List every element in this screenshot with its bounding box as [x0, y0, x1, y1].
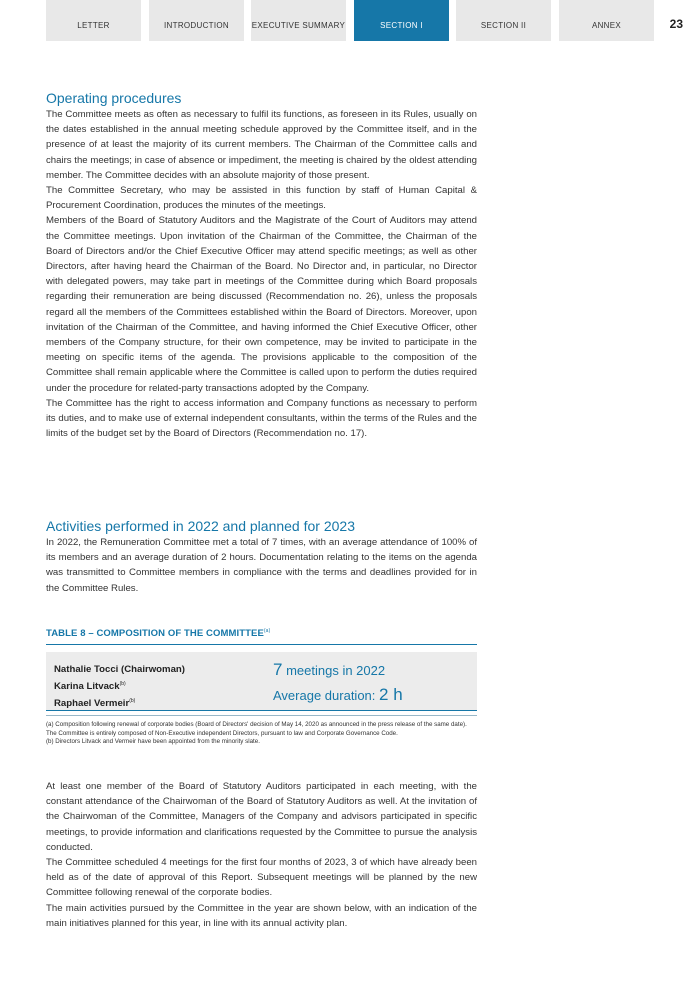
closing-paragraph-2: The Committee scheduled 4 meetings for the first four months of 2023, 3 of which have already been held as of the date of approval of this Report. Subsequent meetings will be planned by the new Committee following renewal of the corporate bodies. [46, 857, 477, 899]
tab-introduction[interactable]: INTRODUCTION [149, 0, 244, 41]
footnote-b: (b) Directors Litvack and Vermeir have been appointed from the minority slate. [46, 738, 260, 746]
member-list [54, 660, 185, 712]
operating-paragraph-1: The Committee meets as often as necessary to fulfil its functions, as foreseen in its Rules, usually on the dates established in the annual meeting schedule approved by the Committee itself, and in the presence of at least the majority of its current members. The Chairman of the Committee calls and chairs the meetings; in case of absence or impediment, the meeting is chaired by the oldest attending member. The Committee decides with an absolute majority of those present. [46, 109, 477, 181]
operating-procedures-heading: Operating procedures [46, 90, 182, 106]
committee-stats [273, 658, 403, 708]
committee-composition-table [46, 652, 477, 711]
tab-section-ii[interactable]: SECTION II [456, 0, 551, 41]
tab-section-i[interactable]: SECTION I [354, 0, 449, 41]
operating-paragraph-4: The Committee has the right to access information and Company functions as necessary to perform its duties, and to make use of external independent consultants, within the terms of the Rules and the limits of the budget set by the Board of Directors (Recommendation no. 17). [46, 397, 477, 440]
duration-stat: Average duration: 2 h [273, 685, 403, 704]
meetings-stat: 7 meetings in 2022 [273, 660, 386, 679]
activities-heading: Activities performed in 2022 and planned for 2023 [46, 518, 355, 534]
table-title-note: (a) [263, 628, 271, 634]
tab-executive-summary[interactable]: EXECUTIVE SUMMARY [251, 0, 346, 41]
member-name: Nathalie Tocci (Chairwoman) [54, 664, 185, 676]
closing-paragraph-1: At least one member of the Board of Statutory Auditors participated in each meeting, with the constant attendance of the Chairwoman of the Board of Statutory Auditors as well. At the invitation of the Chairwoman of the Committee, Managers of the Company and advisors participated in specific meetings, to provide information and clarifications requested by the Committee to pursue the analysis conducted. [46, 781, 477, 853]
tab-annex[interactable]: ANNEX [559, 0, 654, 41]
table-title [46, 628, 477, 645]
tab-letter[interactable]: LETTER [46, 0, 141, 41]
activities-section [46, 518, 477, 596]
member-name: Karina Litvack$^{(b)}$ [54, 681, 126, 693]
member-name: Raphael Vermeir$^{(b)}$ [54, 698, 136, 710]
footnote-a: (a) Composition following renewal of corporate bodies (Board of Directors' decision of May 14, 2020 as announced in the press release of the same date). The Committee is entirely composed of Non-Executive independent Directors, pursuant to law and Corporate Governance Code. [46, 721, 467, 737]
closing-section [46, 779, 477, 931]
closing-paragraph-3: The main activities pursued by the Committee in the year are shown below, with an indication of the main initiatives planned for this year, in line with its annual activity plan. [46, 902, 477, 929]
table-footnotes [46, 715, 477, 747]
activities-paragraph-1: In 2022, the Remuneration Committee met a total of 7 times, with an average attendance of 100% of its members and an average duration of 2 hours. Documentation relating to the items on the agenda was transmitted to Committee members in compliance with the terms and deadlines provided for in the Committee Rules. [46, 537, 477, 594]
page-number: 23 [669, 17, 683, 31]
operating-paragraph-3: Members of the Board of Statutory Auditors and the Magistrate of the Court of Auditors may attend the Committee meetings. Upon invitation of the Chairman of the Committee, the Chairman of the Board of Directors and/or the Chief Executive Officer may attend specific meetings; as well as other Directors, after having heard the Chairman of the Board. No Director and, in particular, no Director with delegated powers, may take part in meetings of the Committee during which Board proposals regarding their remuneration are being discussed (Recommendation no. 26), unless the proposals regard all the members of the Committees established within the Board of Directors. Moreover, upon invitation of the Chairman of the Committee, and having informed the Chief Executive Officer, other members of the Company structure, for their own competence, may be invited to participate in the meeting on specific items of the agenda. The provisions applicable to the composition of the Committee shall remain applicable where the Committee is called upon to perform the duties required under the procedure for related-party transactions adopted by the Company. [46, 215, 477, 394]
table-title-text: TABLE 8 – COMPOSITION OF THE COMMITTEE [46, 628, 264, 640]
operating-procedures-section [46, 90, 477, 441]
operating-paragraph-2: The Committee Secretary, who may be assisted in this function by staff of Human Capital & Procurement Coordination, produces the minutes of the meetings. [46, 185, 477, 212]
